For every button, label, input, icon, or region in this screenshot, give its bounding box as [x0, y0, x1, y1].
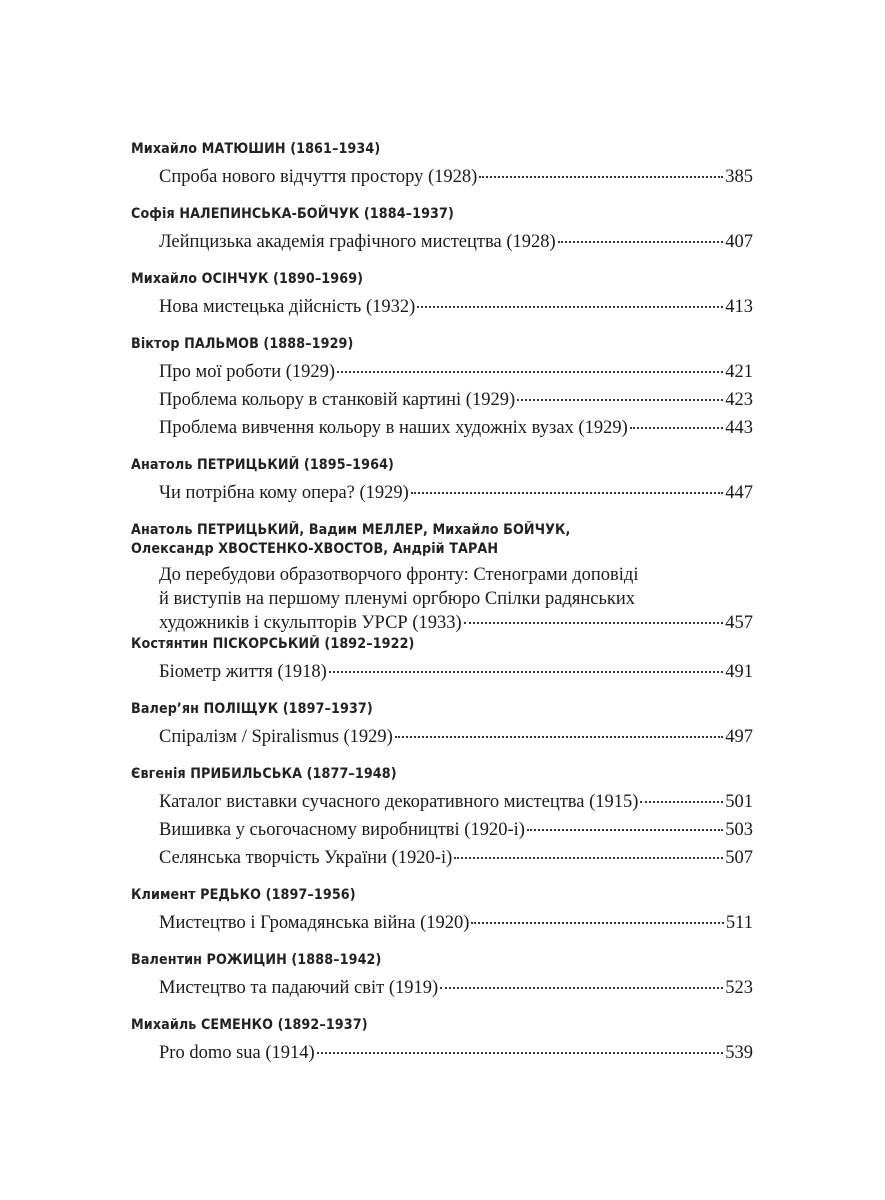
author-heading: Євгенія ПРИБИЛЬСЬКА (1877–1948)	[131, 766, 397, 782]
author-heading: Климент РЕДЬКО (1897–1956)	[131, 887, 356, 903]
entry-title: Нова мистецька дійсність (1932)	[159, 297, 416, 317]
toc-entry[interactable]	[159, 479, 753, 507]
entry-title: Вишивка у сьогочасному виробництві (1920-і)	[159, 820, 525, 840]
entry-title: Мистецтво і Громадянська війна (1920)	[159, 913, 470, 933]
dot-leader	[329, 671, 723, 673]
page-number: 507	[725, 848, 753, 868]
toc-entry[interactable]	[159, 358, 753, 386]
page-number: 511	[725, 913, 753, 933]
entry-title: Спіралізм / Spiralismus (1929)	[159, 727, 393, 747]
page-number: 423	[725, 390, 753, 410]
toc-section-group	[131, 521, 753, 635]
page-number: 407	[725, 232, 753, 252]
author-heading: Михайль СЕМЕНКО (1892–1937)	[131, 1017, 368, 1033]
toc-entry[interactable]	[159, 414, 753, 442]
page-number: 457	[725, 613, 753, 633]
page-number: 385	[725, 167, 753, 187]
page-number: 539	[725, 1043, 753, 1063]
page-number: 523	[725, 978, 753, 998]
dot-leader	[417, 306, 723, 308]
author-heading: Віктор ПАЛЬМОВ (1888–1929)	[131, 336, 354, 352]
entry-title: Про мої роботи (1929)	[159, 362, 336, 382]
toc-entry[interactable]	[159, 816, 753, 844]
page-number: 421	[725, 362, 753, 382]
toc-section	[131, 270, 753, 321]
entry-title: Лейпцизька академія графічного мистецтва (1928)	[159, 232, 556, 252]
page-number: 447	[725, 483, 753, 503]
page-number: 497	[725, 727, 753, 747]
page-number: 503	[725, 820, 753, 840]
author-heading: Олександр ХВОСТЕНКО-ХВОСТОВ, Андрій ТАРАН	[131, 541, 499, 557]
toc-entry[interactable]	[159, 386, 753, 414]
author-heading: Анатоль ПЕТРИЦЬКИЙ (1895–1964)	[131, 457, 394, 473]
toc-entry[interactable]	[159, 844, 753, 872]
toc-entry[interactable]	[159, 658, 753, 686]
toc-entry[interactable]	[159, 723, 753, 751]
toc-entry[interactable]	[159, 293, 753, 321]
toc-section	[131, 635, 753, 686]
toc-entry[interactable]	[159, 788, 753, 816]
toc-section	[131, 1016, 753, 1067]
dot-leader	[517, 399, 723, 401]
toc-entry[interactable]	[159, 563, 753, 635]
page-number: 413	[725, 297, 753, 317]
toc-entry[interactable]	[159, 974, 753, 1002]
entry-title-line: художників і скульпторів УРСР (1933)	[159, 613, 462, 633]
author-heading: Анатоль ПЕТРИЦЬКИЙ, Вадим МЕЛЛЕР, Михайло БОЙЧУК,	[131, 522, 571, 538]
page-number: 443	[725, 418, 753, 438]
toc-section	[131, 886, 753, 937]
author-heading: Софія НАЛЕПИНСЬКА-БОЙЧУК (1884–1937)	[131, 206, 454, 222]
author-heading: Костянтин ПІСКОРСЬКИЙ (1892–1922)	[131, 636, 415, 652]
entry-title: Біометр життя (1918)	[159, 662, 327, 682]
dot-leader	[479, 176, 723, 178]
dot-leader	[527, 829, 723, 831]
toc-section	[131, 456, 753, 507]
author-heading: Валентин РОЖИЦИН (1888–1942)	[131, 952, 382, 968]
entry-title: Проблема кольору в станковій картині (1929)	[159, 390, 516, 410]
dot-leader	[464, 622, 724, 624]
page-number: 491	[725, 662, 753, 682]
dot-leader	[317, 1052, 724, 1054]
entry-title: Селянська творчість України (1920-і)	[159, 848, 453, 868]
dot-leader	[440, 987, 723, 989]
toc-section	[131, 951, 753, 1002]
dot-leader	[558, 241, 724, 243]
entry-title: Pro domo sua (1914)	[159, 1043, 315, 1063]
dot-leader	[471, 922, 724, 924]
dot-leader	[411, 492, 723, 494]
toc-sections-before	[131, 140, 753, 507]
toc-sections-after	[131, 635, 753, 1067]
dot-leader	[630, 427, 724, 429]
entry-title-line: й виступів на першому пленумі оргбюро Спілки радянських	[159, 589, 636, 609]
dot-leader	[640, 801, 723, 803]
entry-title: Чи потрібна кому опера? (1929)	[159, 483, 409, 503]
author-heading: Михайло МАТЮШИН (1861–1934)	[131, 141, 381, 157]
dot-leader	[454, 857, 723, 859]
entry-title: Каталог виставки сучасного декоративного мистецтва (1915)	[159, 792, 639, 812]
toc-section	[131, 765, 753, 872]
toc-section	[131, 140, 753, 191]
page-number: 501	[725, 792, 753, 812]
toc-section	[131, 700, 753, 751]
toc-entry[interactable]	[159, 909, 753, 937]
toc-entry[interactable]	[159, 228, 753, 256]
table-of-contents	[131, 140, 753, 1067]
author-heading: Валер’ян ПОЛІЩУК (1897–1937)	[131, 701, 373, 717]
author-heading: Михайло ОСІНЧУК (1890–1969)	[131, 271, 364, 287]
entry-title-line: До перебудови образотворчого фронту: Стенограми доповіді	[159, 565, 639, 585]
entry-title: Мистецтво та падаючий світ (1919)	[159, 978, 439, 998]
dot-leader	[395, 736, 723, 738]
toc-section	[131, 335, 753, 442]
entry-title: Спроба нового відчуття простору (1928)	[159, 167, 478, 187]
toc-entry[interactable]	[159, 1039, 753, 1067]
dot-leader	[337, 371, 723, 373]
entry-title: Проблема вивчення кольору в наших художніх вузах (1929)	[159, 418, 628, 438]
toc-entry[interactable]	[159, 163, 753, 191]
toc-section	[131, 205, 753, 256]
